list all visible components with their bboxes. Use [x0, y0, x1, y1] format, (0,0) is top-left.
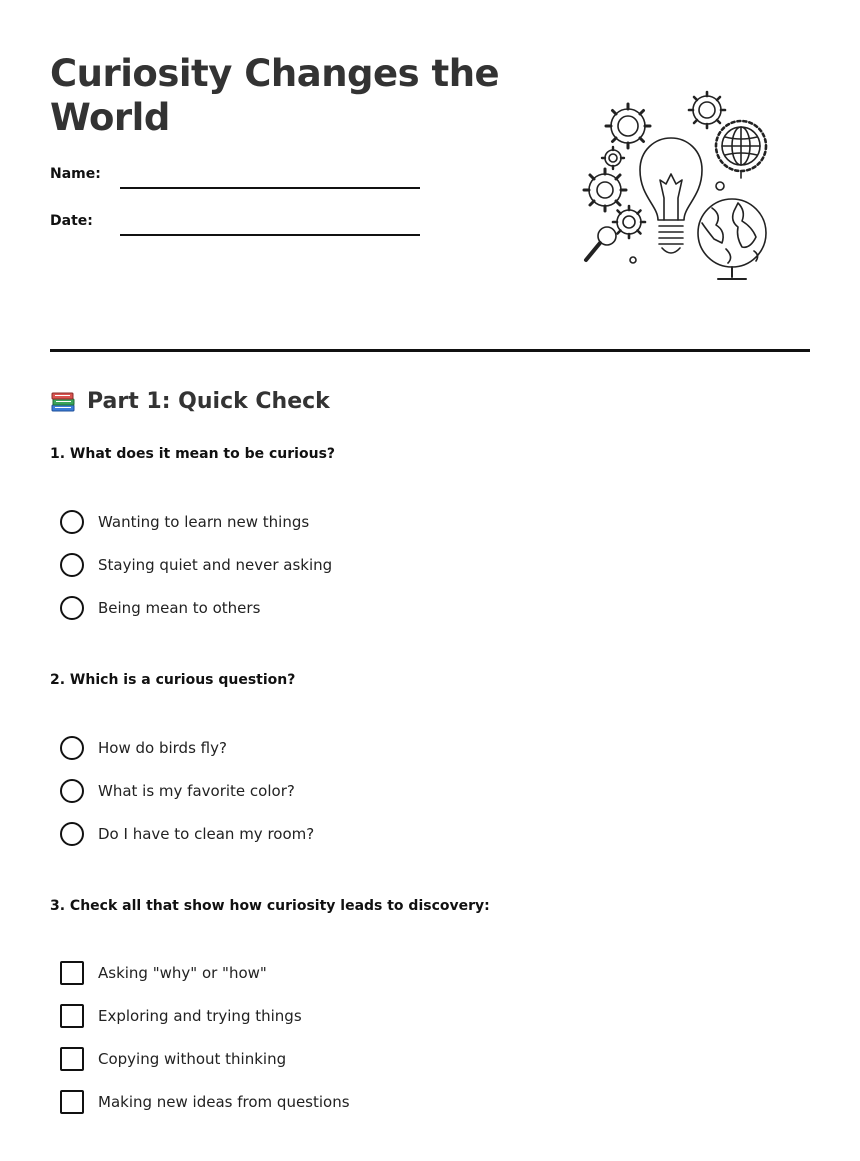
option-label: Staying quiet and never asking: [98, 556, 333, 574]
checkbox[interactable]: [60, 1047, 84, 1071]
books-icon: [50, 388, 76, 414]
name-label: Name:: [50, 166, 101, 182]
page-title: Curiosity Changes the World: [50, 52, 500, 139]
option-label: Making new ideas from questions: [98, 1093, 350, 1111]
lightbulb-icon: [640, 138, 702, 253]
checkbox[interactable]: [60, 961, 84, 985]
question-2: 2. Which is a curious question?: [50, 672, 296, 688]
option-label: Exploring and trying things: [98, 1007, 302, 1025]
gear-icon: [602, 147, 624, 169]
gear-icon: [606, 104, 650, 148]
date-label: Date:: [50, 213, 93, 229]
question-3-option-4[interactable]: [60, 1089, 350, 1115]
part1-heading-text: Part 1: Quick Check: [87, 388, 330, 414]
question-3-option-1[interactable]: [60, 960, 267, 986]
name-field[interactable]: [120, 187, 420, 189]
option-label: Do I have to clean my room?: [98, 825, 315, 843]
question-3: 3. Check all that show how curiosity leads to discovery:: [50, 898, 490, 914]
globe-icon: [698, 199, 766, 279]
radio-button[interactable]: [60, 596, 84, 620]
question-1-option-2[interactable]: [60, 552, 332, 578]
radio-button[interactable]: [60, 822, 84, 846]
question-3-option-3[interactable]: [60, 1046, 286, 1072]
question-2-option-1[interactable]: [60, 735, 227, 761]
radio-button[interactable]: [60, 779, 84, 803]
question-2-option-3[interactable]: [60, 821, 314, 847]
radio-button[interactable]: [60, 736, 84, 760]
checkbox[interactable]: [60, 1090, 84, 1114]
curiosity-illustration-icon: [580, 88, 775, 288]
option-label: Being mean to others: [98, 599, 261, 617]
checkbox[interactable]: [60, 1004, 84, 1028]
gear-icon: [584, 169, 626, 211]
gear-icon: [613, 206, 645, 238]
globe-icon: [716, 121, 766, 178]
date-field[interactable]: [120, 234, 420, 236]
question-2-option-2[interactable]: [60, 778, 295, 804]
option-label: What is my favorite color?: [98, 782, 295, 800]
question-1: 1. What does it mean to be curious?: [50, 446, 336, 462]
gear-icon: [689, 92, 725, 128]
question-1-option-1[interactable]: [60, 509, 309, 535]
option-label: How do birds fly?: [98, 739, 227, 757]
option-label: Copying without thinking: [98, 1050, 287, 1068]
question-3-option-2[interactable]: [60, 1003, 302, 1029]
magnifier-icon: [586, 227, 616, 260]
question-1-option-3[interactable]: [60, 595, 260, 621]
option-label: Asking "why" or "how": [98, 964, 267, 982]
radio-button[interactable]: [60, 510, 84, 534]
section-divider: [50, 349, 810, 352]
radio-button[interactable]: [60, 553, 84, 577]
part1-heading: [50, 388, 330, 414]
option-label: Wanting to learn new things: [98, 513, 310, 531]
